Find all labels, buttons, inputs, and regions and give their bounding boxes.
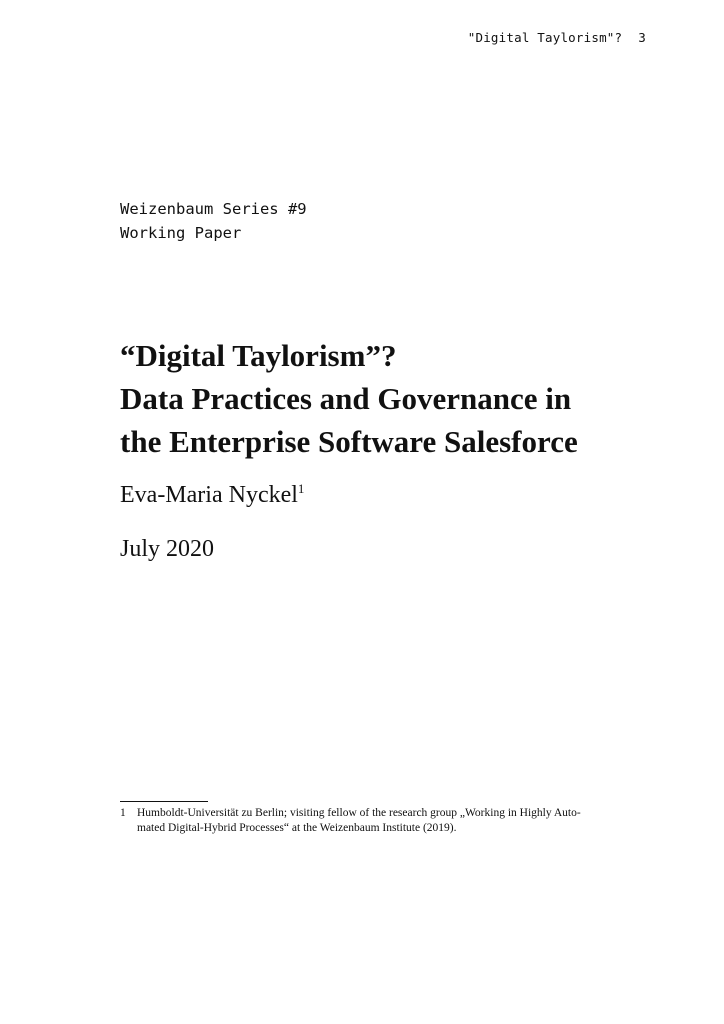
publication-date: July 2020 bbox=[120, 536, 215, 562]
title-line-1: “Digital Taylorism”? bbox=[120, 338, 397, 373]
footnote-mark: 1 bbox=[120, 807, 126, 819]
footnote-line-1: Humboldt-Universität zu Berlin; visiting fellow of the research group „Working in Highly Auto- bbox=[137, 807, 581, 819]
footnote-divider bbox=[120, 801, 208, 802]
author-footnote-ref[interactable]: 1 bbox=[297, 481, 305, 496]
series-type: Working Paper bbox=[120, 224, 242, 242]
author bbox=[120, 481, 304, 509]
paper-title bbox=[120, 334, 578, 463]
author-name: Eva-Maria Nyckel bbox=[120, 482, 298, 508]
footnote-line-2: mated Digital-Hybrid Processes“ at the Weizenbaum Institute (2019). bbox=[137, 822, 457, 834]
series-name: Weizenbaum Series #9 bbox=[120, 200, 307, 218]
running-header-title: "Digital Taylorism"? bbox=[467, 30, 623, 45]
running-header bbox=[468, 30, 646, 45]
footnote bbox=[120, 806, 610, 836]
title-line-2: Data Practices and Governance in bbox=[120, 381, 572, 416]
series-block bbox=[120, 197, 307, 245]
page-number: 3 bbox=[638, 30, 646, 45]
title-line-3: the Enterprise Software Salesforce bbox=[120, 424, 578, 459]
